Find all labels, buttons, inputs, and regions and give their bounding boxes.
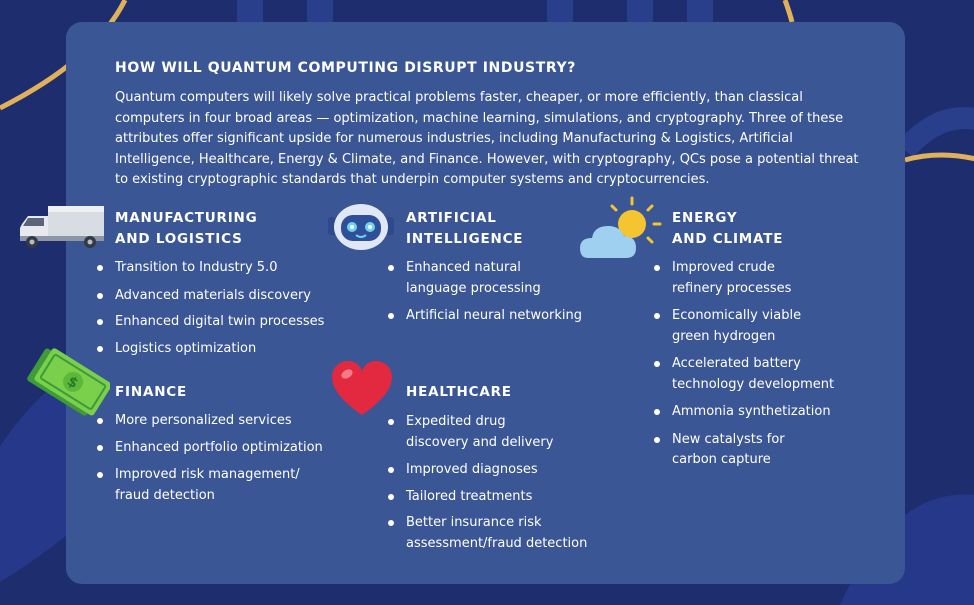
list-item: Transition to Industry 5.0 (97, 258, 357, 279)
ai-list (388, 258, 608, 327)
truck-icon (18, 204, 106, 250)
heart-icon (332, 361, 392, 417)
page-title: HOW WILL QUANTUM COMPUTING DISRUPT INDUSTRY? (115, 60, 576, 76)
list-item: Artificial neural networking (388, 306, 608, 327)
finance-title: FINANCE (115, 384, 188, 400)
list-item: Tailored treatments (388, 487, 618, 508)
list-item: Improved risk management/ fraud detection (97, 465, 315, 506)
svg-text:$: $ (64, 373, 81, 393)
list-item: Accelerated battery technology development (654, 354, 854, 395)
list-item: Enhanced portfolio optimization (97, 438, 357, 459)
sun-cloud-icon (580, 196, 664, 260)
list-item: Economically viable green hydrogen (654, 306, 812, 347)
manufacturing-list (97, 258, 357, 359)
energy-title: ENERGY AND CLIMATE (672, 210, 784, 247)
list-item: New catalysts for carbon capture (654, 430, 802, 471)
list-item: More personalized services (97, 411, 357, 432)
intro-paragraph: Quantum computers will likely solve practical problems faster, cheaper, or more efficiently, than classical computers in four broad areas — optimization, machine learning, simulations, and cryptography. Three of these attributes offer significant upside for numerous industries, including Manufacturing & Logistics, Artificial Intelligence, Healthcare, Energy & Climate, and Finance. However, with cryptography, QCs pose a potential threat to existing cryptographic standards that underpin computer systems and cryptocurrencies. (115, 90, 859, 188)
list-item: Improved diagnoses (388, 460, 618, 481)
list-item: Logistics optimization (97, 339, 357, 360)
energy-list (654, 258, 854, 471)
list-item: Enhanced digital twin processes (97, 312, 357, 333)
finance-list (97, 411, 357, 506)
list-item: Expedited drug discovery and delivery (388, 412, 566, 453)
healthcare-list (388, 412, 618, 554)
list-item: Enhanced natural language processing (388, 258, 556, 299)
manufacturing-title: MANUFACTURING AND LOGISTICS (115, 210, 258, 247)
healthcare-title: HEALTHCARE (406, 384, 512, 400)
list-item: Ammonia synthetization (654, 402, 854, 423)
list-item: Better insurance risk assessment/fraud detection (388, 513, 606, 554)
ai-title: ARTIFICIAL INTELLIGENCE (406, 210, 524, 247)
list-item: Advanced materials discovery (97, 286, 357, 307)
robot-icon (328, 203, 394, 253)
list-item: Improved crude refinery processes (654, 258, 812, 299)
